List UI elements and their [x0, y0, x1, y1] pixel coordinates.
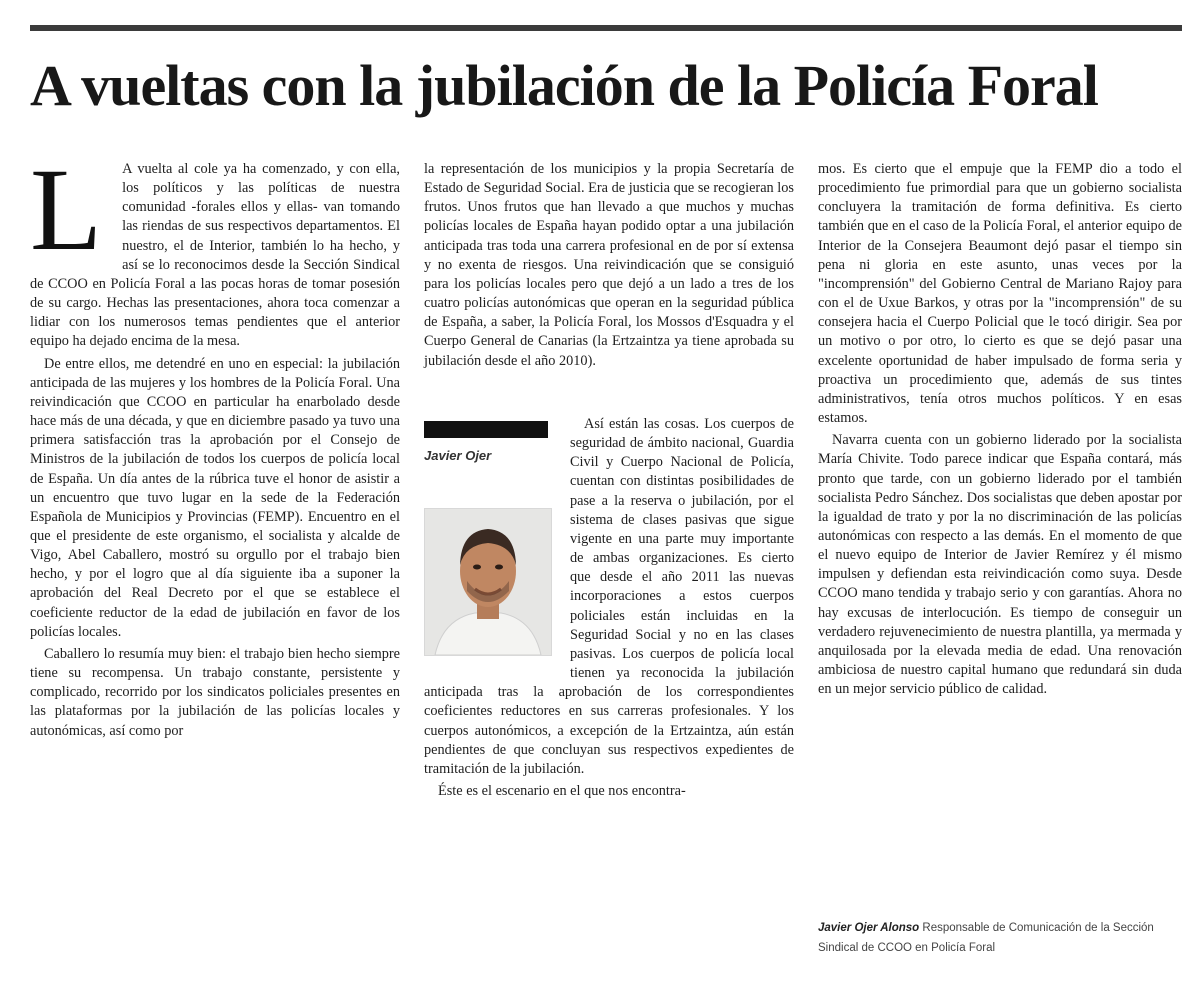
byline-bar	[424, 421, 548, 438]
paragraph: Navarra cuenta con un gobierno liderado por la socialista María Chivite. Todo parece indicar que España contará, más pronto que tarde, con un gobierno liderado por el también socialista Pedro Sánchez. Dos socialistas que deben apostar por la igualdad de trato y por la no discriminación de las policías autonómicas con respecto a las demás. En el momento de que el nuevo equipo de Interior de Javier Remírez y él mismo impulsen y defiendan esta reivindicación como suya. Desde CCOO mano tendida y trabajo serio y con garantías. Ahora no hay excusas de interlocución. Es tiempo de conseguir un verdadero rejuvenecimiento de nuestra plantilla, ya mermada y anquilosada por la elevada media de edad. Una renovación ambiciosa de nuestro capital humano que redundará sin duda en un mejor servicio público de calidad.	[818, 432, 1182, 698]
paragraph: De entre ellos, me detendré en uno en especial: la jubilación anticipada de las mujeres y los hombres de la Policía Foral. Una reivindicación que CCOO en particular ha enarbolado desde hace más de una década, y que en diciembre pasado ya tuvo una primera satisfacción tras la aprobación por el Consejo de Ministros de la jubilación de todos los cuerpos de policía local de España. Un día antes de la rúbrica tuve el honor de asistir a un encuentro que tuvo lugar en la sede de la Federación Española de Municipios y Provincias (FEMP). Encuentro en el que el presidente de este organismo, el socialista y alcalde de Vigo, Abel Caballero, mostró su orgullo por el trabajo bien hecho, y por el logro que al día siguiente iba a suponer la aprobación del Real Decreto por el que se establece el coeficiente reductor de la edad de jubilación en favor de los policías locales.	[30, 355, 400, 640]
author-signature	[818, 918, 1182, 958]
signature-role: Responsable de Comunicación de la Sección Sindical de CCOO en Policía Foral	[818, 922, 1154, 954]
article-column-1	[30, 144, 400, 744]
paragraph: mos. Es cierto que el empuje que la FEMP dio a todo el procedimiento fue primordial para que un gobierno socialista concluyera la tramitación de forma definitiva. Es cierto también que en el caso de la Policía Foral, el anterior equipo de Interior de la Consejera Beaumont dejó pasar el tiempo sin pena ni gloria en este asunto, unas veces por la "incomprensión" del Gobierno Central de Mariano Rajoy para con el de Uxue Barkos, y otras por la "incomprensión" de su consejera hacia el Cuerpo Policial que le tocó dirigir. Sea por un motivo o por otro, lo cierto es que se dejó pasar una excelente oportunidad de haber impulsado de forma seria y proactiva un procedimiento que, además de sus tintes administrativos, tenía otros muchos políticos. Y en esas estamos.	[818, 161, 1182, 427]
paragraph-text: la representación de los municipios y la propia Secretaría de Estado de Seguridad Social. Era de justicia que se recogieran los frutos. Unos frutos que han llevado a que muchos y muchas policías locales de España hayan podido optar a una jubilación anticipada tras toda una carrera profesional en de por sí extensa y no exenta de riesgos. Una reivindicación que se consiguió para los policías locales pero que dejó a un lado a tres de los cuatro policías autonómicas que operan en la seguridad pública de España, a saber, la Policía Foral, los Mossos d'Esquadra y el Cuerpo General de Canarias (la Ertzaintza ya tiene aprobada su jubilación desde el año 2010).	[424, 161, 794, 369]
article-column-3	[818, 160, 1182, 702]
paragraph: Así están las cosas. Los cuerpos de seguridad de ámbito nacional, Guardia Civil y Cuerpo Nacional de Policía, cuentan con distintas posibilidades de pase a la reserva o jubilación, por el sistema de clases pasivas que sigue vigente en una parte muy importante de ambas organizaciones. Es cierto que desde el año 2011 las nuevas incorporaciones a estos cuerpos policiales están incluidas en la Seguridad Social y no en las clases pasivas. Los cuerpos de policía local tienen ya reconocida la jubilación anticipada tras la aprobación de los correspondientes coeficientes reductores en sus carreras profesionales. Y los cuerpos autonómicos, a excepción de la Ertzaintza, aún están pendientes de que concluyan sus respectivos expedientes de tramitación de la jubilación.	[424, 416, 794, 777]
signature-name: Javier Ojer Alonso	[818, 922, 920, 934]
author-photo	[424, 508, 552, 656]
paragraph	[424, 160, 794, 371]
paragraph: A vuelta al cole ya ha comenzado, y con ella, los políticos y las políticas de nuestra comunidad -forales ellos y ellas- van tomando las riendas de sus respectivos departamentos. El nuestro, el de Interior, también lo ha hecho, y así se lo reconocimos desde la Sección Sindical de CCOO en Policía Foral a las pocas horas de tomar posesión de su cargo. Hechas las presentaciones, ahora toca comenzar a lidiar con los numerosos temas pendientes que el anterior equipo ha dejado encima de la mesa.	[30, 161, 400, 350]
byline	[424, 415, 560, 656]
top-rule	[30, 25, 1182, 31]
drop-cap: L	[30, 144, 103, 275]
paragraph: Caballero lo resumía muy bien: el trabajo bien hecho siempre tiene su recompensa. Un trabajo constante, persistente y complicado, recorrido por los sindicatos policiales presentes en las plataformas por la jubilación de las policías locales y autonómicas, así como por	[30, 645, 400, 739]
paragraph: Éste es el escenario en el que nos encontra-	[438, 782, 686, 799]
author-name: Javier Ojer	[424, 448, 492, 463]
headline: A vueltas con la jubilación de la Policía Foral	[30, 53, 1098, 118]
